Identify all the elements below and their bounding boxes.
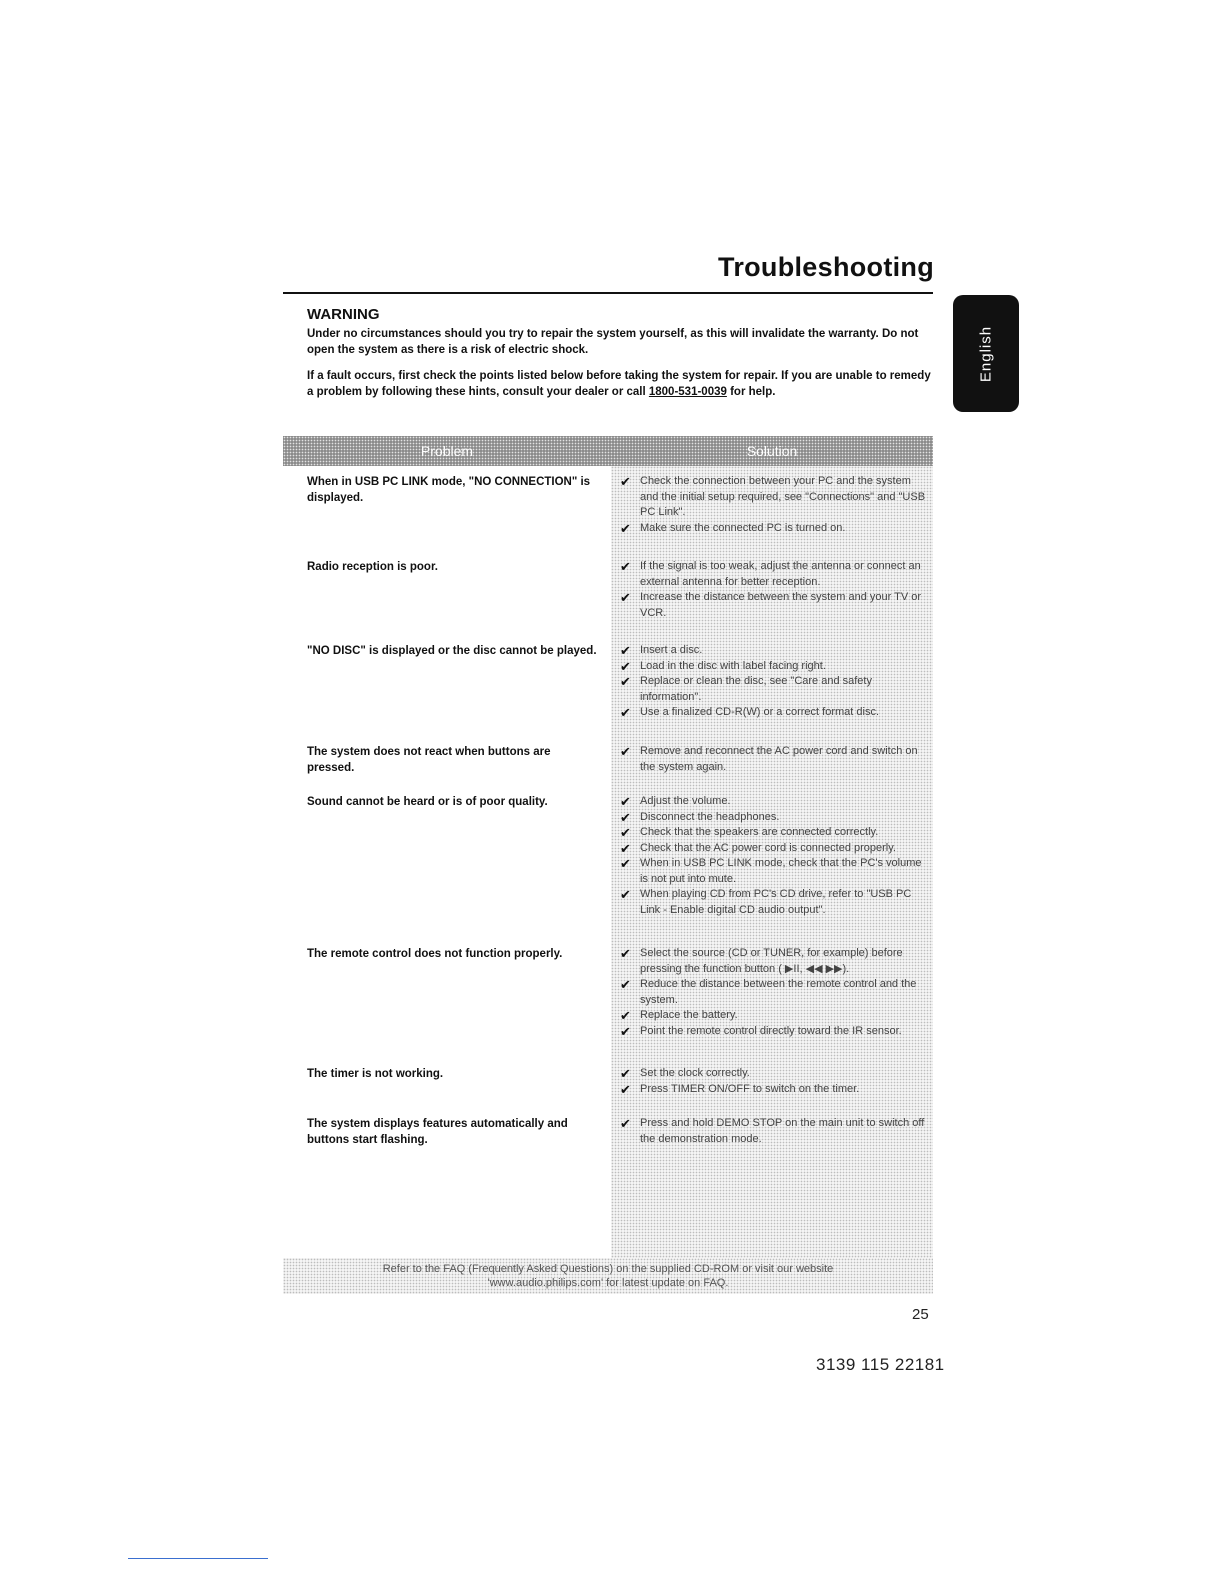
- solution-text: Replace the battery.: [640, 1009, 738, 1021]
- solution-text: Adjust the volume.: [640, 795, 731, 807]
- check-icon: ✔: [620, 977, 631, 992]
- warning-paragraph-2-start: If a fault occurs, first check the points listed below before taking the system for repair. If you are unable to remedy a problem by following these hints, consult your dealer or call: [307, 370, 931, 398]
- title-divider: [283, 292, 933, 294]
- solution-list: [620, 794, 932, 918]
- solution-text: Check that the speakers are connected correctly.: [640, 826, 879, 838]
- check-icon: ✔: [620, 590, 631, 605]
- check-icon: ✔: [620, 1008, 631, 1023]
- faq-footer-line: Refer to the FAQ (Frequently Asked Questions) on the supplied CD-ROM or visit our website: [382, 1263, 834, 1275]
- solution-text: When in USB PC LINK mode, check that the PC's volume is not put into mute.: [640, 857, 922, 885]
- page-title: Troubleshooting: [718, 252, 934, 282]
- solution-item: [620, 474, 932, 521]
- solution-list: [620, 559, 932, 621]
- check-icon: ✔: [620, 520, 631, 536]
- warning-paragraph-1: Under no circumstances should you try to repair the system yourself, as this will invalidate the warranty. Do not open the system as there is a risk of electric shock.: [307, 328, 919, 356]
- check-icon: ✔: [620, 1066, 631, 1081]
- problem-text: "NO DISC" is displayed or the disc cannot be played.: [307, 645, 597, 657]
- check-icon: ✔: [620, 825, 631, 840]
- check-icon: ✔: [620, 658, 631, 674]
- support-phone-number: 1800-531-0039: [648, 386, 727, 398]
- solution-item: [620, 590, 932, 621]
- scan-edge-line: [128, 1558, 268, 1559]
- check-icon: ✔: [620, 794, 631, 809]
- check-icon: ✔: [620, 1081, 631, 1097]
- check-icon: ✔: [620, 1023, 631, 1039]
- solution-list: [620, 744, 932, 775]
- check-icon: ✔: [620, 559, 631, 574]
- solution-text: If the signal is too weak, adjust the antenna or connect an external antenna for better reception.: [640, 560, 921, 588]
- solution-item: [620, 887, 932, 918]
- solution-text: Disconnect the headphones.: [640, 810, 780, 823]
- problem-text: When in USB PC LINK mode, "NO CONNECTION" is displayed.: [307, 476, 591, 504]
- warning-paragraph-2-end: for help.: [726, 386, 776, 398]
- solution-text: Point the remote control directly toward the IR sensor.: [640, 1024, 902, 1037]
- solution-item: [620, 794, 932, 810]
- solution-text: Make sure the connected PC is turned on.: [640, 521, 846, 534]
- check-icon: ✔: [620, 705, 631, 720]
- table-header: [283, 436, 933, 466]
- problem-text: The system displays features automatically and buttons start flashing.: [307, 1118, 568, 1146]
- solution-list: [620, 474, 932, 536]
- solution-item: [620, 810, 932, 826]
- solution-text: When playing CD from PC's CD drive, refer to "USB PC Link - Enable digital CD audio output".: [640, 888, 912, 916]
- solution-text: Replace or clean the disc, see "Care and safety information".: [640, 675, 872, 703]
- solution-item: [620, 946, 932, 977]
- problem-text: The remote control does not function properly.: [307, 948, 563, 960]
- solution-text: Check that the AC power cord is connected properly.: [640, 841, 896, 854]
- problem-text: The system does not react when buttons are pressed.: [307, 746, 551, 774]
- solution-item: [620, 659, 932, 675]
- solution-item: [620, 674, 932, 705]
- warning-section: [307, 306, 935, 410]
- faq-footer-line: 'www.audio.philips.com' for latest update on FAQ.: [487, 1277, 729, 1289]
- check-icon: ✔: [620, 474, 631, 489]
- solution-item: [620, 1082, 932, 1098]
- solution-list: [620, 643, 932, 721]
- solution-item: [620, 521, 932, 537]
- page-number: 25: [912, 1306, 929, 1323]
- check-icon: ✔: [620, 744, 631, 759]
- solution-item: [620, 643, 932, 659]
- language-tab-label: English: [977, 325, 995, 382]
- solution-list: [620, 1066, 932, 1097]
- problem-text: Radio reception is poor.: [307, 561, 438, 573]
- solution-item: [620, 977, 932, 1008]
- solution-item: [620, 559, 932, 590]
- solution-item: [620, 825, 932, 841]
- check-icon: ✔: [620, 643, 631, 658]
- check-icon: ✔: [620, 809, 631, 825]
- solution-list: [620, 1116, 932, 1147]
- solution-item: [620, 1066, 932, 1082]
- solution-list: [620, 946, 932, 1039]
- solution-text: Insert a disc.: [640, 644, 703, 656]
- solution-item: [620, 841, 932, 857]
- solution-text: Remove and reconnect the AC power cord and switch on the system again.: [640, 745, 918, 773]
- solution-text: Use a finalized CD-R(W) or a correct format disc.: [640, 706, 879, 718]
- document-code: 3139 115 22181: [816, 1355, 945, 1374]
- solution-item: [620, 1024, 932, 1040]
- faq-footer-text: [283, 1262, 933, 1290]
- check-icon: ✔: [620, 887, 631, 902]
- warning-paragraph-2: [307, 368, 935, 400]
- check-icon: ✔: [620, 946, 631, 961]
- solution-item: [620, 744, 932, 775]
- language-tab: [953, 295, 1019, 412]
- check-icon: ✔: [620, 674, 631, 689]
- problem-text: Sound cannot be heard or is of poor quality.: [307, 796, 548, 808]
- solution-item: [620, 705, 932, 721]
- solution-text: Set the clock correctly.: [640, 1067, 750, 1079]
- solution-item: [620, 1008, 932, 1024]
- solution-column-header: Solution: [746, 443, 798, 459]
- solution-text: Press TIMER ON/OFF to switch on the timer.: [640, 1082, 860, 1095]
- warning-heading: WARNING: [307, 306, 380, 323]
- solution-text: Check the connection between your PC and the system and the initial setup required, see "Connections" and "USB PC Link".: [640, 475, 926, 518]
- solution-text: Increase the distance between the system and your TV or VCR.: [640, 591, 922, 619]
- check-icon: ✔: [620, 856, 631, 871]
- check-icon: ✔: [620, 1116, 631, 1131]
- solution-text: Select the source (CD or TUNER, for example) before pressing the function button ( ▶II, ◀◀ ▶▶).: [640, 947, 903, 975]
- solution-item: [620, 1116, 932, 1147]
- solution-text: Press and hold DEMO STOP on the main unit to switch off the demonstration mode.: [640, 1117, 925, 1145]
- problem-text: The timer is not working.: [307, 1068, 444, 1080]
- problem-column-header: Problem: [420, 443, 474, 459]
- solution-text: Load in the disc with label facing right.: [640, 659, 826, 672]
- check-icon: ✔: [620, 840, 631, 856]
- solution-item: [620, 856, 932, 887]
- solution-text: Reduce the distance between the remote control and the system.: [640, 978, 917, 1006]
- faq-footer: [283, 1258, 933, 1294]
